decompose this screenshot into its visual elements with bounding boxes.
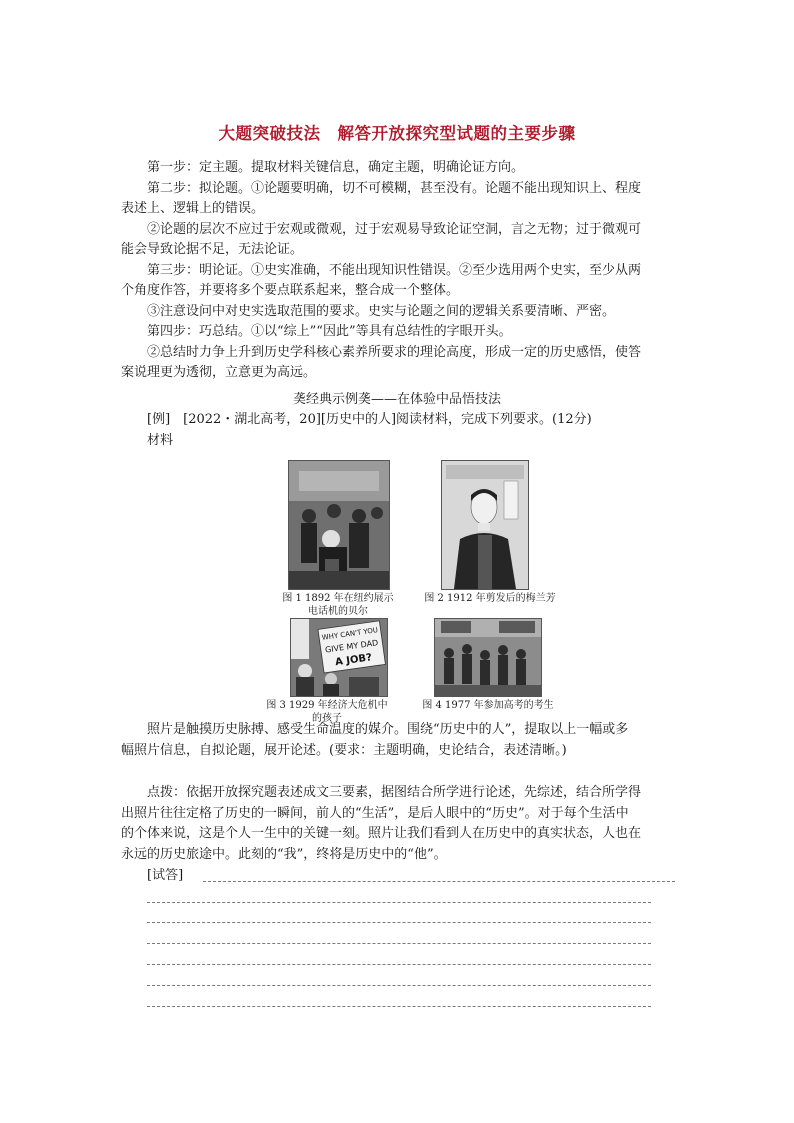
step-4-line-2: ②总结时力争上升到历史学科核心素养所要求的理论高度，形成一定的历史感悟，使答 xyxy=(147,344,642,360)
step-3-line-3: ③注意设问中对史实选取范围的要求。史实与论题之间的逻辑关系要清晰、严密。 xyxy=(147,303,616,319)
answer-line-7[interactable] xyxy=(147,1006,651,1007)
page-title: 大题突破技法 解答开放探究型试题的主要步骤 xyxy=(218,124,576,143)
material-label: 材料 xyxy=(147,432,174,448)
question-block xyxy=(121,720,677,761)
caption-fig3: 图 3 1929 年经济大危机中的孩子 xyxy=(266,700,388,724)
step-3-line-2: 个角度作答，并要将多个要点联系起来，整合成一个整体。 xyxy=(121,283,460,298)
answer-line-4[interactable] xyxy=(147,943,651,944)
section-heading: 䶮经典示例䶮——在体验中品悟技法 xyxy=(292,392,501,407)
step-2-line-4: 能会导致论据不足，无法论证。 xyxy=(121,242,304,257)
answer-line-6[interactable] xyxy=(147,985,651,986)
hint-line-4: 永远的历史旅途中。此刻的“我”，终将是历史中的“他”。 xyxy=(121,846,447,862)
step-2-line-3: ②论题的层次不应过于宏观或微观，过于宏观易导致论证空洞，言之无物；过于微观可 xyxy=(147,221,642,237)
hint-line-1: 点拨：依据开放探究题表述成文三要素，据图结合所学进行论述，先综述，结合所学得 xyxy=(147,785,642,800)
step-3-line-1: 第三步：明论证。①史实准确，不能出现知识性错误。②至少选用两个史实，至少从两 xyxy=(147,262,642,278)
hint-line-2: 出照片往往定格了历史的一瞬间，前人的“生活”，是后人眼中的“历史”。对于每个生活中 xyxy=(121,805,629,821)
photo-depression-children xyxy=(290,618,388,697)
photo-1977-exam-candidates xyxy=(434,618,542,697)
sign-line-2: GIVE MY DAD xyxy=(324,638,379,655)
caption-fig4: 图 4 1977 年参加高考的考生 xyxy=(422,700,554,711)
steps-block xyxy=(121,158,677,384)
step-4-line-1: 第四步：巧总结。①以“综上”“因此”等具有总结性的字眼开头。 xyxy=(147,324,512,339)
hint-block xyxy=(121,783,677,865)
question-line-2: 幅照片信息，自拟论题，展开论述。(要求：主题明确，史论结合，表述清晰。) xyxy=(121,742,567,758)
example-prompt: [例] [2022・湖北高考，20][历史中的人]阅读材料，完成下列要求。(12分) xyxy=(147,412,592,427)
caption-fig2: 图 2 1912 年剪发后的梅兰芳 xyxy=(424,593,556,604)
step-1: 第一步：定主题。提取材料关键信息，确定主题，明确论证方向。 xyxy=(147,160,525,175)
sign-line-3: A JOB? xyxy=(334,652,373,669)
answer-line-1[interactable] xyxy=(203,881,675,882)
step-2-line-2: 表述上、逻辑上的错误。 xyxy=(121,201,265,216)
answer-line-3[interactable] xyxy=(147,922,651,923)
step-4-line-3: 案说理更为透彻，立意更为高远。 xyxy=(121,365,317,380)
step-2-line-1: 第二步：拟论题。①论题要明确，切不可模糊，甚至没有。论题不能出现知识上、程度 xyxy=(147,180,642,196)
caption-fig1 xyxy=(278,592,398,618)
photo-mei-lanfang xyxy=(441,460,529,590)
answer-label: [试答] xyxy=(147,868,184,883)
photo-bell-telephone xyxy=(288,460,390,590)
hint-line-3: 的个体来说，这是个人一生中的关键一刻。照片让我们看到人在历史中的真实状态，人也在 xyxy=(121,826,642,841)
answer-line-2[interactable] xyxy=(147,902,651,903)
question-line-1: 照片是触摸历史脉搏、感受生命温度的媒介。围绕“历史中的人”，提取以上一幅或多 xyxy=(147,722,629,737)
caption-fig1-line2: 电话机的贝尔 xyxy=(308,606,368,617)
example-block xyxy=(147,410,677,451)
caption-fig1-line1: 图 1 1892 年在纽约展示 xyxy=(282,593,394,604)
answer-line-5[interactable] xyxy=(147,964,651,965)
sign-line-1: WHY CAN'T YOU xyxy=(321,626,379,642)
